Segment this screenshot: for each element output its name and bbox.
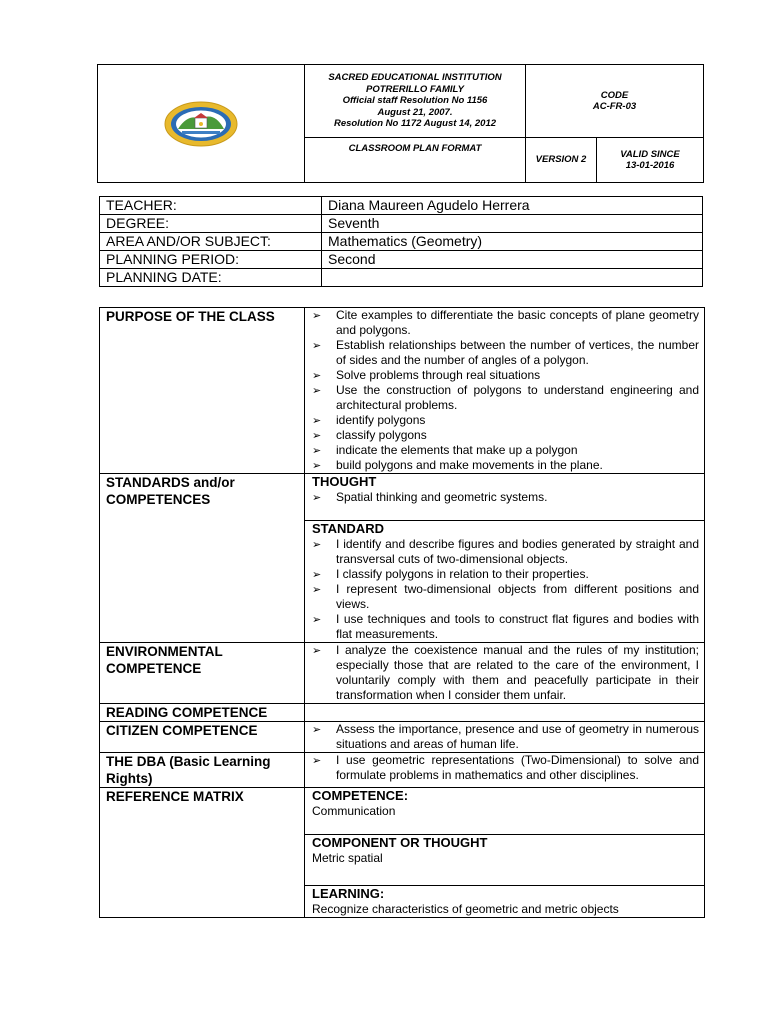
institution-seal-icon <box>164 101 238 147</box>
purpose-label: PURPOSE OF THE CLASS <box>100 308 305 474</box>
standards-label: STANDARDS and/or COMPETENCES <box>100 474 305 643</box>
component-heading: COMPONENT OR THOUGHT <box>312 835 488 850</box>
citizen-list <box>312 722 699 752</box>
list-item: ➢ Solve problems through real situations <box>312 368 699 383</box>
reading-row <box>100 704 705 722</box>
thought-content <box>305 474 705 521</box>
document-header <box>97 64 704 183</box>
info-label: TEACHER: <box>100 197 322 215</box>
list-item: ➢ I represent two-dimensional objects from different positions and views. <box>312 582 699 612</box>
info-row <box>100 215 703 233</box>
list-item: ➢ indicate the elements that make up a polygon <box>312 443 699 458</box>
list-item: ➢ Use the construction of polygons to understand engineering and architectural problems. <box>312 383 699 413</box>
institution-cell <box>305 65 526 138</box>
valid-since-cell <box>597 138 704 183</box>
thought-heading: THOUGHT <box>312 474 377 489</box>
list-item: ➢ build polygons and make movements in the plane. <box>312 458 699 473</box>
reading-content <box>305 704 705 722</box>
learning-value: Recognize characteristics of geometric and metric objects <box>312 902 619 916</box>
info-label: PLANNING PERIOD: <box>100 251 322 269</box>
info-label: DEGREE: <box>100 215 322 233</box>
version-cell: VERSION 2 <box>526 138 597 183</box>
environmental-list <box>312 643 699 703</box>
institution-line: August 21, 2007. <box>377 106 453 118</box>
code-value: AC-FR-03 <box>592 101 637 112</box>
info-label: AREA AND/OR SUBJECT: <box>100 233 322 251</box>
info-value <box>322 269 703 287</box>
list-item: ➢ Establish relationships between the number of vertices, the number of sides and the number of angles of a polygon. <box>312 338 699 368</box>
info-row <box>100 233 703 251</box>
component-content <box>305 835 705 886</box>
institution-line: POTRERILLO FAMILY <box>366 83 464 95</box>
institution-line: Official staff Resolution No 1156 <box>342 95 488 107</box>
info-label: PLANNING DATE: <box>100 269 322 287</box>
standard-list <box>312 537 699 642</box>
logo-cell <box>98 65 305 183</box>
list-item: ➢ Cite examples to differentiate the basic concepts of plane geometry and polygons. <box>312 308 699 338</box>
code-label: CODE <box>600 89 629 101</box>
info-value: Mathematics (Geometry) <box>322 233 703 251</box>
list-item: ➢ identify polygons <box>312 413 699 428</box>
list-item: ➢ I analyze the coexistence manual and the rules of my institution; especially those that are related to the care of the environment, I voluntarily comply with them and peacefully participate in their transformation when I consider them unfair. <box>312 643 699 703</box>
purpose-row <box>100 308 705 474</box>
institution-line: SACRED EDUCATIONAL INSTITUTION <box>328 72 502 84</box>
format-title: CLASSROOM PLAN FORMAT <box>305 138 526 183</box>
info-value: Seventh <box>322 215 703 233</box>
thought-list <box>312 490 699 505</box>
dba-row <box>100 753 705 788</box>
list-item: ➢ Assess the importance, presence and use of geometry in numerous situations and areas of human life. <box>312 722 699 752</box>
teacher-info-table <box>99 196 703 287</box>
citizen-row <box>100 722 705 753</box>
info-value: Diana Maureen Agudelo Herrera <box>322 197 703 215</box>
list-item: ➢ I use geometric representations (Two-Dimensional) to solve and formulate problems in mathematics and other disciplines. <box>312 753 699 783</box>
list-item: ➢ I identify and describe figures and bodies generated by straight and transversal cuts of two-dimensional objects. <box>312 537 699 567</box>
reading-label: READING COMPETENCE <box>100 704 305 722</box>
environmental-content <box>305 643 705 704</box>
citizen-content <box>305 722 705 753</box>
list-item: ➢ I classify polygons in relation to their properties. <box>312 567 699 582</box>
reference-label: REFERENCE MATRIX <box>100 788 305 918</box>
competence-value: Communication <box>312 804 396 818</box>
dba-label: THE DBA (Basic Learning Rights) <box>100 753 305 788</box>
environmental-label: ENVIRONMENTAL COMPETENCE <box>100 643 305 704</box>
standards-row-thought <box>100 474 705 521</box>
list-item: ➢ I use techniques and tools to construct flat figures and bodies with flat measurements. <box>312 612 699 642</box>
valid-since-date: 13-01-2016 <box>625 160 675 171</box>
standard-heading: STANDARD <box>312 521 384 536</box>
learning-heading: LEARNING: <box>312 886 385 901</box>
purpose-content <box>305 308 705 474</box>
competence-content <box>305 788 705 835</box>
environmental-row <box>100 643 705 704</box>
info-row <box>100 197 703 215</box>
valid-since-label: VALID SINCE <box>620 148 680 160</box>
class-plan-table <box>99 307 705 918</box>
standard-content <box>305 521 705 643</box>
competence-heading: COMPETENCE: <box>312 788 409 803</box>
dba-content <box>305 753 705 788</box>
institution-line: Resolution No 1172 August 14, 2012 <box>333 118 497 130</box>
info-value: Second <box>322 251 703 269</box>
purpose-list <box>312 308 699 473</box>
learning-content <box>305 886 705 918</box>
component-value: Metric spatial <box>312 851 383 865</box>
list-item: ➢ classify polygons <box>312 428 699 443</box>
dba-list <box>312 753 699 783</box>
info-row <box>100 251 703 269</box>
citizen-label: CITIZEN COMPETENCE <box>100 722 305 753</box>
code-cell <box>526 65 704 138</box>
reference-row-competence <box>100 788 705 835</box>
info-row <box>100 269 703 287</box>
list-item: ➢ Spatial thinking and geometric systems. <box>312 490 699 505</box>
